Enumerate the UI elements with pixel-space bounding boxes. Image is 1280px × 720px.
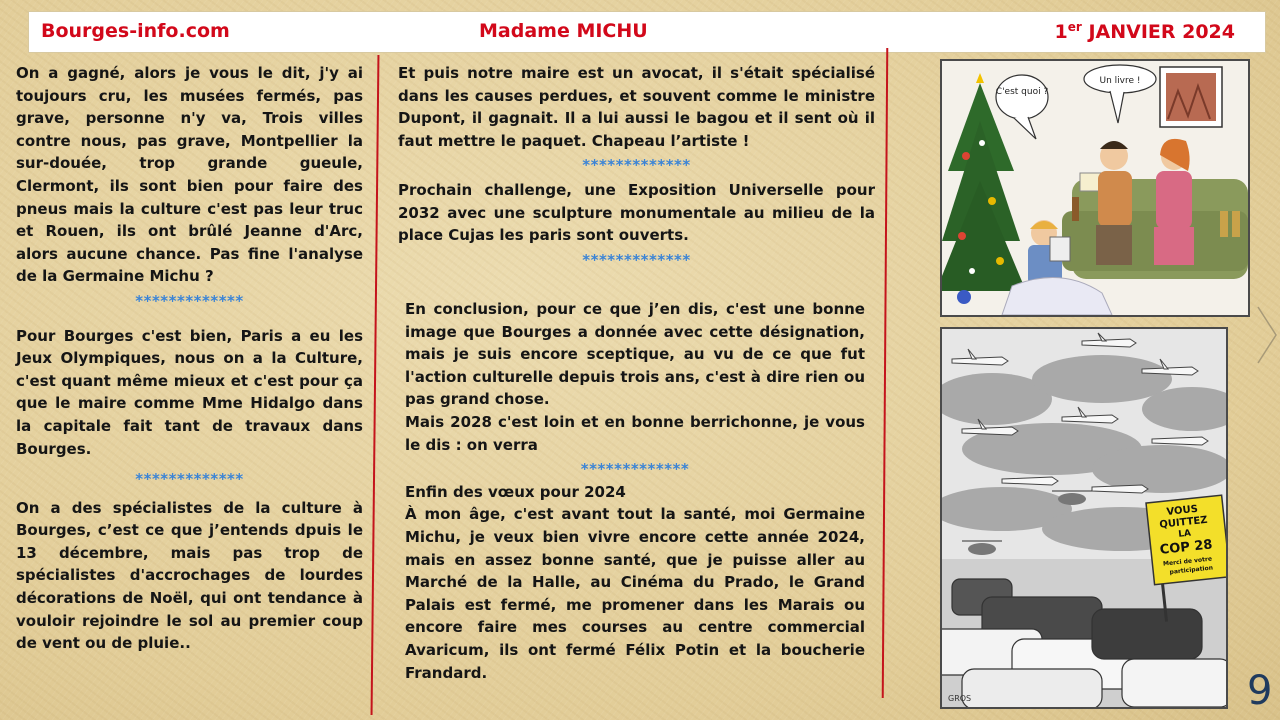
- bubble-child-text: C'est quoi ?: [995, 87, 1049, 97]
- slide-chevron-icon: [1256, 305, 1278, 365]
- separator-stars: *************: [135, 291, 244, 310]
- date-day: 1: [1054, 21, 1068, 43]
- column-right-bottom: [405, 298, 865, 684]
- paragraph-2028: Mais 2028 c'est loin et en bonne berrichonne, je vous le dis : on verra: [405, 412, 865, 454]
- header-bar: [28, 11, 1266, 53]
- separator-stars: *************: [580, 460, 690, 479]
- separator-stars: *************: [582, 156, 691, 175]
- man-figure: [1096, 141, 1132, 265]
- author-name: Madame MICHU: [479, 20, 648, 42]
- paragraph-mayor: Et puis notre maire est un avocat, il s'était spécialisé dans les causes perdues, et souvent comme le ministre Dupont, il gagnait. Il a lui aussi le bagou et il sent où il faut mettre le paquet. Chapeau l’artiste !: [398, 64, 875, 150]
- speech-bubble-child: [996, 75, 1048, 119]
- paragraph-specialists: On a des spécialistes de la culture à Bourges, c’est ce que j’entends dpuis le 13 décembre, mais pas trop de spécialistes d'accrochages de lourdes décorations de Noël, qui ont tendance à vouloir rejoindre le sol au premier coup de vent ou de pluie..: [16, 498, 363, 653]
- column-left: [16, 62, 363, 655]
- paragraph-victory: On a gagné, alors je vous le dit, j'y ai toujours cru, les musées fermés, pas grave, personne n'y va, Trois villes contre nous, pas grave, Montpellier la sur-douée, trop grande gueule, Clermont, ils sont bien pour faire des pneus mais la culture c'est pas leur truc et Rouen, ils ont brûlé Jeanne d'Arc, alors aucune chance. Pas fine l'analyse de la Germaine Michu ?: [16, 64, 363, 286]
- paragraph-challenge: Prochain challenge, une Exposition Universelle pour 2032 avec une sculpture monumentale au milieu de la place Cujas les paris sont ouverts.: [398, 180, 875, 245]
- paragraph-conclusion: En conclusion, pour ce que j’en dis, c'est une bonne image que Bourges a donnée avec cette désignation, mais je suis encore sceptique, au vu de ce que fut l'action culturelle depuis trois ans, c'est à dire rien ou pas grand chose.: [405, 300, 865, 409]
- cartoon-cop28: [940, 327, 1228, 709]
- sign-line6: participation: [1169, 564, 1214, 576]
- sign-line1: VOUS: [1166, 503, 1199, 518]
- column-divider-right: [882, 48, 889, 698]
- wishes-title: Enfin des vœux pour 2024: [405, 482, 626, 501]
- publication-date: [1055, 20, 1235, 43]
- column-divider-left: [371, 55, 380, 715]
- svg-text:C'est quoi ?: [996, 87, 1049, 97]
- separator-stars: *************: [582, 250, 691, 269]
- sign-line5: Merci de votre: [1162, 555, 1213, 568]
- page-number: 9: [1247, 668, 1273, 714]
- column-right-top: [398, 62, 875, 271]
- bubble-parents-text: Un livre !: [1099, 76, 1141, 86]
- date-rest: JANVIER 2024: [1081, 21, 1235, 43]
- separator-stars: *************: [135, 470, 244, 489]
- cartoon-christmas: [940, 59, 1250, 317]
- paragraph-wishes: À mon âge, c'est avant tout la santé, moi Germaine Michu, je veux bien vivre encore cette année 2024, mais en assez bonne santé, que je puisse aller au Marché de la Halle, au Cinéma du Prado, le Grand Palais est fermé, me promener dans les Marais ou encore faire mes courses au centre commercial Avaricum, ils ont fermé Félix Potin et la boucherie Frandard.: [405, 505, 865, 682]
- sign-line4: COP 28: [1159, 537, 1214, 558]
- sign-line2: QUITTEZ: [1158, 514, 1209, 531]
- cartoonist-signature: GROS: [948, 694, 972, 703]
- site-name: Bourges-info.com: [41, 20, 230, 42]
- sign-line3: LA: [1177, 528, 1192, 540]
- date-superscript: er: [1067, 20, 1082, 34]
- paragraph-culture: Pour Bourges c'est bien, Paris a eu les Jeux Olympiques, nous on a la Culture, c'est quant même mieux et c'est pour ça que le maire comme Mme Hidalgo dans la capitale fait tant de travaux dans Bourges.: [16, 326, 363, 458]
